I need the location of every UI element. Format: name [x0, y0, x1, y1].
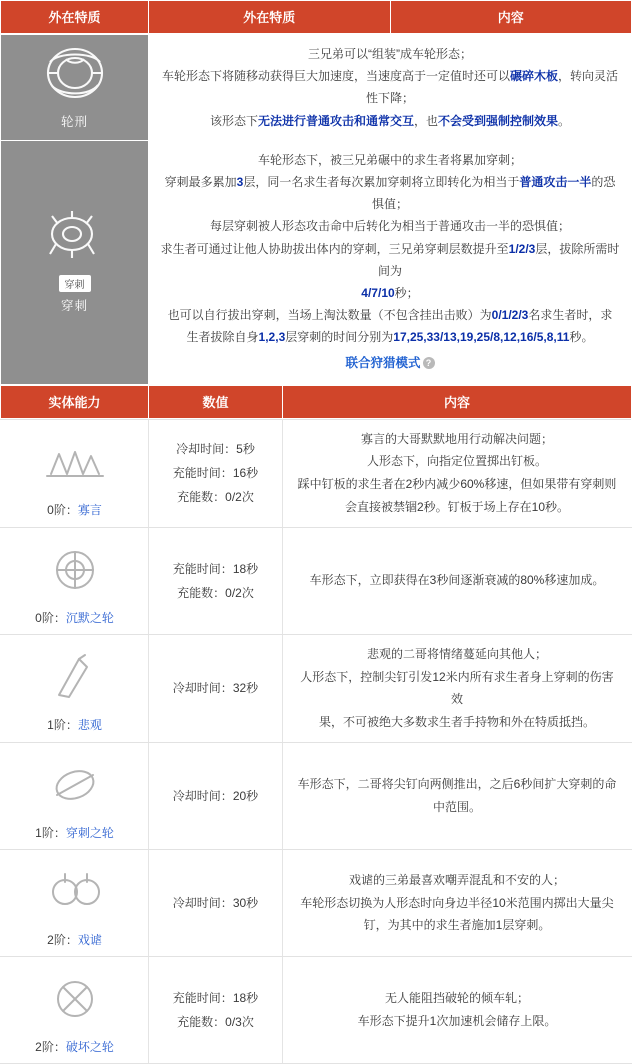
skill-row [1, 742, 632, 849]
body-text: 每层穿刺被人形态攻击命中后转化为相当于普通攻击一半的恐惧值； [209, 219, 570, 234]
body-text: 车形态下，二哥将尖钉向两侧推出，之后 [297, 777, 514, 792]
body-text: 充能时间： [172, 990, 233, 1005]
skill-icon-cell [1, 742, 149, 849]
body-text: 车形态下，立即获得在 [309, 573, 430, 588]
skill-row [1, 419, 632, 527]
body-text: 车形态下提升 [357, 1013, 430, 1028]
body-text: 该形态下 [209, 113, 258, 128]
body-text: 冷却时间： [176, 442, 237, 457]
traits-header-row [1, 1, 632, 34]
skill-row [1, 956, 632, 1063]
skill-tier: 2阶： [35, 1039, 66, 1054]
traits-header-content-col [390, 1, 632, 34]
pessimism-icon [5, 645, 144, 712]
skill-desc-line [295, 869, 619, 892]
highlight-text: 18 [232, 561, 247, 576]
skill-desc-line [295, 1010, 619, 1033]
skill-description-cell [283, 634, 632, 742]
highlight-text: 穿刺 [580, 477, 605, 492]
highlight-text: 6 [513, 777, 521, 792]
highlight-text: 3 [236, 174, 244, 189]
body-text: 车轮形态切换为人形态时向身边半径 [300, 895, 493, 910]
body-text: 次加速机会储存上限。 [436, 1013, 557, 1028]
body-text: 层穿刺。 [502, 918, 551, 933]
skill-label [5, 824, 144, 841]
body-text: 车轮形态下，被三兄弟碾中的求生者将累加穿刺； [257, 152, 522, 167]
body-text: 次 [241, 1014, 254, 1029]
body-text: 冷却时间： [172, 681, 233, 696]
body-text: 踩中钉板的求生者在 [297, 477, 406, 492]
body-text: 生者拔除自身 [186, 330, 259, 345]
skill-desc-line [295, 643, 619, 666]
skill-description-cell [283, 956, 632, 1063]
skill-values-cell [149, 742, 283, 849]
highlight-text: 17,25,33/13,19,25/8,12,16/5,8,11 [393, 330, 570, 345]
body-text: 秒间逐渐衰减的 [436, 573, 521, 588]
body-text: 秒间扩大穿刺的命 [520, 777, 617, 792]
trait-badge: 穿刺 [59, 275, 91, 292]
body-text: ，转向灵活性下降； [365, 69, 619, 106]
trait-desc-line [159, 326, 621, 348]
trait-icon-cell [1, 140, 149, 384]
skill-desc-line [295, 796, 619, 819]
skill-icon-cell [1, 849, 149, 956]
traits-header-trait-col [149, 1, 391, 34]
highlight-text: 1/2/3 [508, 241, 536, 256]
body-text: 充能数： [177, 1014, 226, 1029]
trait-description [149, 140, 632, 384]
skills-header-ability-col [1, 385, 149, 418]
body-text: 也可以自行拔出穿刺，当场上淘汰数量（不包含挂出击败）为 [167, 308, 492, 323]
highlight-text: 10 [492, 895, 506, 910]
skill-tier: 0阶： [47, 503, 78, 518]
skill-values-cell [149, 634, 283, 742]
skill-label [5, 931, 144, 948]
highlight-text: 0/2 [225, 490, 242, 505]
trait-row [1, 140, 632, 384]
skill-tier: 2阶： [47, 932, 78, 947]
highlight-text: 普通攻击一半 [519, 174, 592, 189]
trait-name: 轮刑 [60, 115, 88, 130]
body-text: 名求生者时，求 [528, 308, 613, 323]
highlight-text: 20 [232, 788, 247, 803]
trait-desc-line [159, 282, 621, 304]
body-text: 秒 [246, 788, 259, 803]
body-text: 的恐惧值； [371, 174, 616, 212]
trait-row [1, 35, 632, 141]
highlight-text: 80% [520, 573, 545, 588]
help-icon[interactable]: ? [423, 357, 435, 369]
body-text: 会直接被禁锢 [344, 499, 417, 514]
highlight-text: 0/1/2/3 [491, 308, 529, 323]
pierce-wheel-icon [5, 753, 144, 820]
broken-wheel-icon-glyph [35, 967, 115, 1029]
highlight-text: 1,2,3 [258, 330, 286, 345]
skill-desc-line [295, 496, 619, 519]
body-text: 中范围。 [432, 799, 481, 814]
skill-description-cell [283, 742, 632, 849]
skill-icon-cell [1, 956, 149, 1063]
body-text: 秒。钉板于场上存在 [423, 499, 532, 514]
skills-header-content-label: 内容 [443, 394, 470, 410]
highlight-text: 1 [429, 1013, 437, 1028]
body-text: 秒。 [545, 499, 570, 514]
trait-desc-line [159, 149, 621, 171]
highlight-text: 12 [432, 669, 446, 684]
highlight-text: 3 [429, 573, 437, 588]
highlight-text: 16 [232, 466, 247, 481]
skill-desc-line [295, 450, 619, 473]
spike-trap-icon-glyph [35, 430, 115, 492]
skill-desc-line [295, 914, 619, 937]
skill-value-line [155, 581, 276, 605]
skill-desc-line [295, 987, 619, 1010]
skill-value-line [155, 437, 276, 461]
body-text: 人形态下，向指定位置掷出钉板。 [366, 454, 547, 469]
skills-header-value-col [149, 385, 283, 418]
pierce-wheel-icon-glyph [35, 753, 115, 815]
body-text: 钉，为其中的求生者施加 [363, 918, 496, 933]
skill-desc-line [295, 473, 619, 496]
trait-desc-line [159, 238, 621, 282]
skill-tier: 1阶： [47, 718, 78, 733]
skill-value-line [155, 1010, 276, 1034]
skill-value-line [155, 676, 276, 700]
highlight-text: 无法进行普通攻击和通常交互 [257, 113, 414, 128]
skill-desc-line [295, 666, 619, 712]
highlight-text: 0/2 [225, 585, 242, 600]
trait-name: 穿刺 [60, 299, 88, 314]
body-text: 秒 [246, 466, 259, 481]
wheel-icon [5, 42, 144, 109]
body-text: 米内所有求生者身上穿刺的伤害效 [445, 669, 614, 707]
body-text: 充能时间： [172, 466, 233, 481]
body-text: 秒； [394, 285, 419, 300]
body-text: 秒内减少 [412, 477, 461, 492]
body-text: 秒 [246, 681, 259, 696]
body-text: 三兄弟可以“组装”成车轮形态； [308, 47, 472, 61]
trait-icon-cell [1, 35, 149, 141]
body-text: 秒。 [569, 330, 594, 345]
skills-header-row [1, 385, 632, 418]
highlight-text: 60% [460, 477, 485, 492]
body-text: 秒 [246, 561, 259, 576]
skills-header-table [0, 385, 632, 419]
skill-desc-line [295, 569, 619, 592]
body-text: 次 [241, 490, 254, 505]
trait-desc-line [159, 43, 621, 65]
skill-label [5, 501, 144, 518]
body-text: 无人能阻挡破轮的倾车轧； [384, 991, 529, 1006]
skill-desc-line [295, 428, 619, 451]
body-text: 。 [558, 113, 571, 128]
trait-desc-line [159, 215, 621, 237]
skill-name: 悲观 [77, 718, 102, 733]
skill-name: 穿刺之轮 [65, 825, 114, 840]
skill-description-cell [283, 419, 632, 527]
skill-name: 戏谑 [77, 932, 102, 947]
mockery-icon-glyph [35, 860, 115, 922]
broken-wheel-icon [5, 967, 144, 1034]
traits-header-content-label: 内容 [497, 10, 524, 25]
pierce-glyph [32, 208, 118, 270]
skill-icon-cell [1, 527, 149, 634]
traits-body-table [0, 34, 632, 385]
trait-desc-line [159, 110, 621, 132]
joint-hunt-mode-label: 联合狩猎模式 [345, 356, 421, 371]
skills-body-table [0, 419, 632, 1064]
highlight-text: 18 [232, 990, 247, 1005]
skill-values-cell [149, 956, 283, 1063]
skill-name: 破坏之轮 [65, 1039, 114, 1054]
body-text: 悲观的二哥将情绪蔓延向其他人； [366, 646, 547, 661]
body-text: ，也 [413, 113, 438, 128]
skill-label [5, 1038, 144, 1055]
highlight-text: 2 [416, 499, 424, 514]
highlight-text: 1 [495, 918, 503, 933]
body-text: 移速加成。 [544, 573, 605, 588]
skill-icon-cell [1, 419, 149, 527]
trait-desc-line [159, 171, 621, 215]
skill-values-cell [149, 527, 283, 634]
body-text: 戏谑的三弟最喜欢嘲弄混乱和不安的人； [348, 872, 565, 887]
skill-row [1, 849, 632, 956]
body-text: 则 [604, 477, 617, 492]
body-text: 次 [241, 585, 254, 600]
skill-label [5, 716, 144, 733]
skills-header-ability-label: 实体能力 [48, 394, 101, 410]
traits-table [0, 0, 632, 34]
body-text: 米范围内掷出大量尖 [505, 895, 614, 910]
body-text: 移速，但如果带有 [484, 477, 581, 492]
wheel-glyph [32, 42, 118, 104]
body-text: 冷却时间： [172, 788, 233, 803]
skill-value-line [155, 485, 276, 509]
body-text: 寡言的大哥默默地用行动解决问题； [360, 431, 553, 446]
skill-values-cell [149, 419, 283, 527]
body-text: 层，拔除所需时间为 [377, 241, 620, 278]
body-text: 层，同一名求生者每次累加穿刺将立即转化为相当于 [243, 174, 520, 189]
skill-value-line [155, 784, 276, 808]
body-text: 秒 [242, 442, 255, 457]
pierce-icon [5, 208, 144, 275]
highlight-text: 10 [531, 499, 546, 514]
trait-description [149, 35, 632, 141]
skills-header-value-label: 数值 [202, 394, 229, 410]
skill-value-line [155, 986, 276, 1010]
skill-icon-cell [1, 634, 149, 742]
traits-header-icon-col: 外在特质 [1, 1, 149, 34]
body-text: 充能数： [177, 585, 226, 600]
body-text: 穿刺最多累加 [164, 174, 237, 189]
body-text: 秒 [246, 990, 259, 1005]
highlight-text: 不会受到强制控制效果 [438, 113, 559, 128]
skill-tier: 1阶： [35, 825, 66, 840]
silent-wheel-icon-glyph [35, 538, 115, 600]
silent-wheel-icon [5, 538, 144, 605]
body-text: 求生者可通过让他人协助拔出体内的穿刺，三兄弟穿刺层数提升至 [160, 241, 509, 256]
traits-header-trait-label: 外在特质 [243, 10, 296, 25]
skill-description-cell [283, 849, 632, 956]
highlight-text: 碾碎木板 [509, 69, 558, 84]
body-text: 人形态下，控制尖钉引发 [300, 669, 433, 684]
skill-name: 沉默之轮 [65, 610, 114, 625]
skill-label [5, 609, 144, 626]
skill-tier: 0阶： [35, 610, 66, 625]
body-text: 充能数： [177, 490, 226, 505]
skill-value-line [155, 461, 276, 485]
skill-description-cell [283, 527, 632, 634]
highlight-text: 32 [232, 681, 247, 696]
skill-values-cell [149, 849, 283, 956]
skill-desc-line [295, 773, 619, 796]
highlight-text: 2 [405, 477, 413, 492]
skill-row [1, 527, 632, 634]
spike-trap-icon [5, 430, 144, 497]
body-text: 层穿刺的时间分别为 [285, 330, 394, 345]
skills-header-content-col [283, 385, 632, 418]
skill-name: 寡言 [77, 503, 102, 518]
highlight-text: 30 [232, 895, 247, 910]
highlight-text: 5 [236, 442, 243, 457]
joint-hunt-mode-link[interactable] [159, 352, 621, 375]
body-text: 充能时间： [172, 561, 233, 576]
pessimism-icon-glyph [35, 645, 115, 707]
highlight-text: 0/3 [225, 1014, 242, 1029]
skill-row [1, 634, 632, 742]
trait-desc-line [159, 304, 621, 326]
mockery-icon [5, 860, 144, 927]
body-text: 车轮形态下将随移动获得巨大加速度，当速度高于一定值时还可以 [161, 69, 510, 84]
trait-desc-line [159, 65, 621, 109]
body-text: 秒 [246, 895, 259, 910]
skill-desc-line [295, 711, 619, 734]
highlight-text: 4/7/10 [361, 285, 395, 300]
body-text: 冷却时间： [172, 895, 233, 910]
skill-value-line [155, 557, 276, 581]
body-text: 果，不可被绝大多数求生者手持物和外在特质抵挡。 [318, 715, 595, 730]
